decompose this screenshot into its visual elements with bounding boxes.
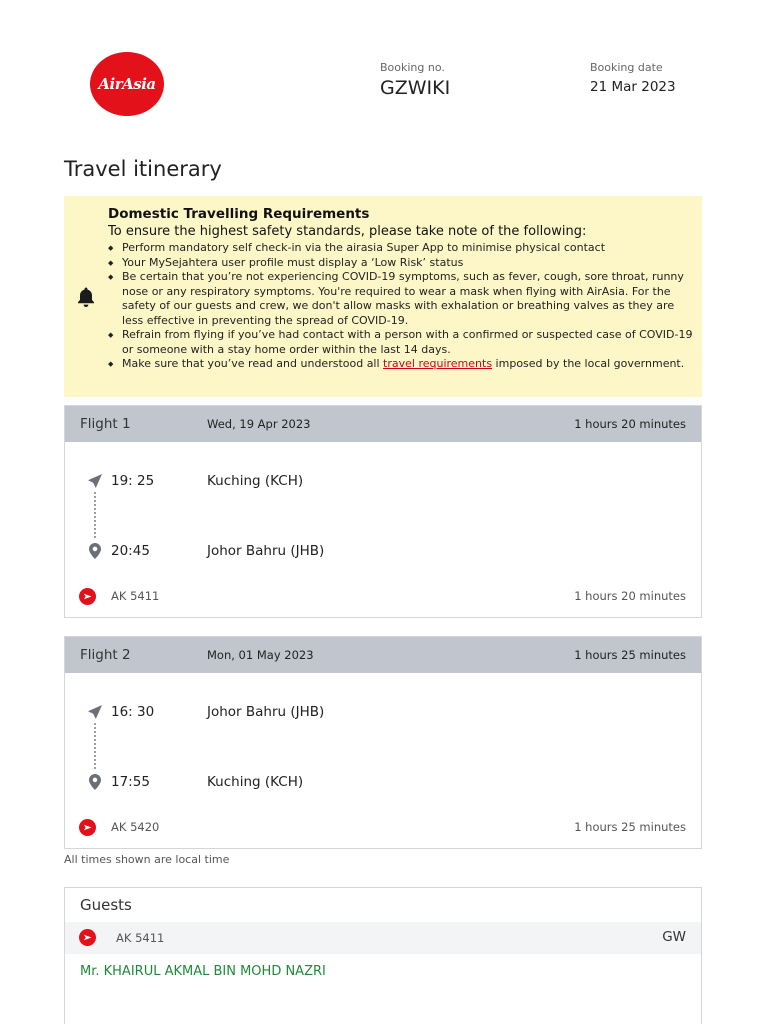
notice-intro: To ensure the highest safety standards, please take note of the following:: [108, 224, 587, 239]
list-item: ◆ Your MySejahtera user profile must display a ‘Low Risk’ status: [108, 256, 694, 271]
list-item-text: Make sure that you’ve read and understood all: [122, 357, 384, 370]
travel-requirements-notice: [64, 196, 702, 397]
plane-icon: [87, 473, 103, 489]
departure-time: 19: 25: [111, 473, 155, 489]
flight-card-2: [64, 636, 702, 849]
airasia-badge-icon: [79, 588, 96, 605]
flight-number: AK 5420: [111, 820, 160, 834]
arrival-airport: Kuching (KCH): [207, 774, 304, 790]
guests-title: Guests: [80, 896, 132, 914]
guest-name: Mr. KHAIRUL AKMAL BIN MOHD NAZRI: [80, 964, 326, 979]
requirements-list: [108, 241, 694, 372]
plane-icon: [87, 704, 103, 720]
airasia-badge-icon: [79, 819, 96, 836]
flight-footer-duration: 1 hours 20 minutes: [574, 589, 686, 603]
booking-no-label: Booking no.: [380, 61, 445, 74]
flight-card-header: [65, 406, 701, 442]
flight-date: Mon, 01 May 2023: [207, 648, 314, 662]
departure-time: 16: 30: [111, 704, 155, 720]
flight-label: Flight 1: [80, 416, 131, 432]
arrival-time: 17:55: [111, 774, 150, 790]
booking-date-label: Booking date: [590, 61, 663, 74]
airasia-badge-icon: [79, 929, 96, 946]
page-title: Travel itinerary: [64, 157, 222, 181]
notice-heading: Domestic Travelling Requirements: [108, 206, 370, 222]
arrival-airport: Johor Bahru (JHB): [207, 543, 325, 559]
route-line: [94, 492, 96, 538]
guests-section: [64, 887, 702, 1024]
booking-date-value: 21 Mar 2023: [590, 79, 676, 95]
route-line: [94, 723, 96, 769]
flight-label: Flight 2: [80, 647, 131, 663]
list-item: ◆ Refrain from flying if you’ve had contact with a person with a confirmed or suspected case of COVID-19 or someone with a stay home order within the last 14 days.: [108, 328, 694, 357]
flight-date: Wed, 19 Apr 2023: [207, 417, 311, 431]
list-item: ◆ Be certain that you’re not experiencing COVID-19 symptoms, such as fever, cough, sore throat, runny nose or any respiratory symptoms. You're required to wear a mask when flying with AirAsia. For the safety of our guests and crew, we don't allow masks with exhalation or breathing valves as they are less effective in preventing the spread of COVID-19.: [108, 270, 694, 328]
airasia-logo: [90, 52, 164, 116]
bell-icon: [76, 286, 96, 308]
flight-footer-duration: 1 hours 25 minutes: [574, 820, 686, 834]
arrival-time: 20:45: [111, 543, 150, 559]
logo-text: AirAsia: [98, 75, 156, 93]
guest-flight-row: [65, 922, 701, 954]
flight-duration: 1 hours 20 minutes: [574, 417, 686, 431]
flight-card-1: [64, 405, 702, 618]
local-time-note: All times shown are local time: [64, 853, 230, 866]
location-pin-icon: [89, 774, 101, 790]
list-item-text: imposed by the local government.: [492, 357, 685, 370]
flight-duration: 1 hours 25 minutes: [574, 648, 686, 662]
guest-code: GW: [662, 929, 686, 945]
departure-airport: Johor Bahru (JHB): [207, 704, 325, 720]
location-pin-icon: [89, 543, 101, 559]
flight-number: AK 5411: [111, 589, 160, 603]
list-item: ◆ Perform mandatory self check-in via the airasia Super App to minimise physical contact: [108, 241, 694, 256]
list-item: [108, 357, 694, 372]
flight-card-header: [65, 637, 701, 673]
departure-airport: Kuching (KCH): [207, 473, 304, 489]
booking-no-value: GZWIKI: [380, 77, 451, 99]
guest-flight-number: AK 5411: [116, 931, 165, 945]
travel-requirements-link[interactable]: travel requirements: [383, 357, 493, 370]
